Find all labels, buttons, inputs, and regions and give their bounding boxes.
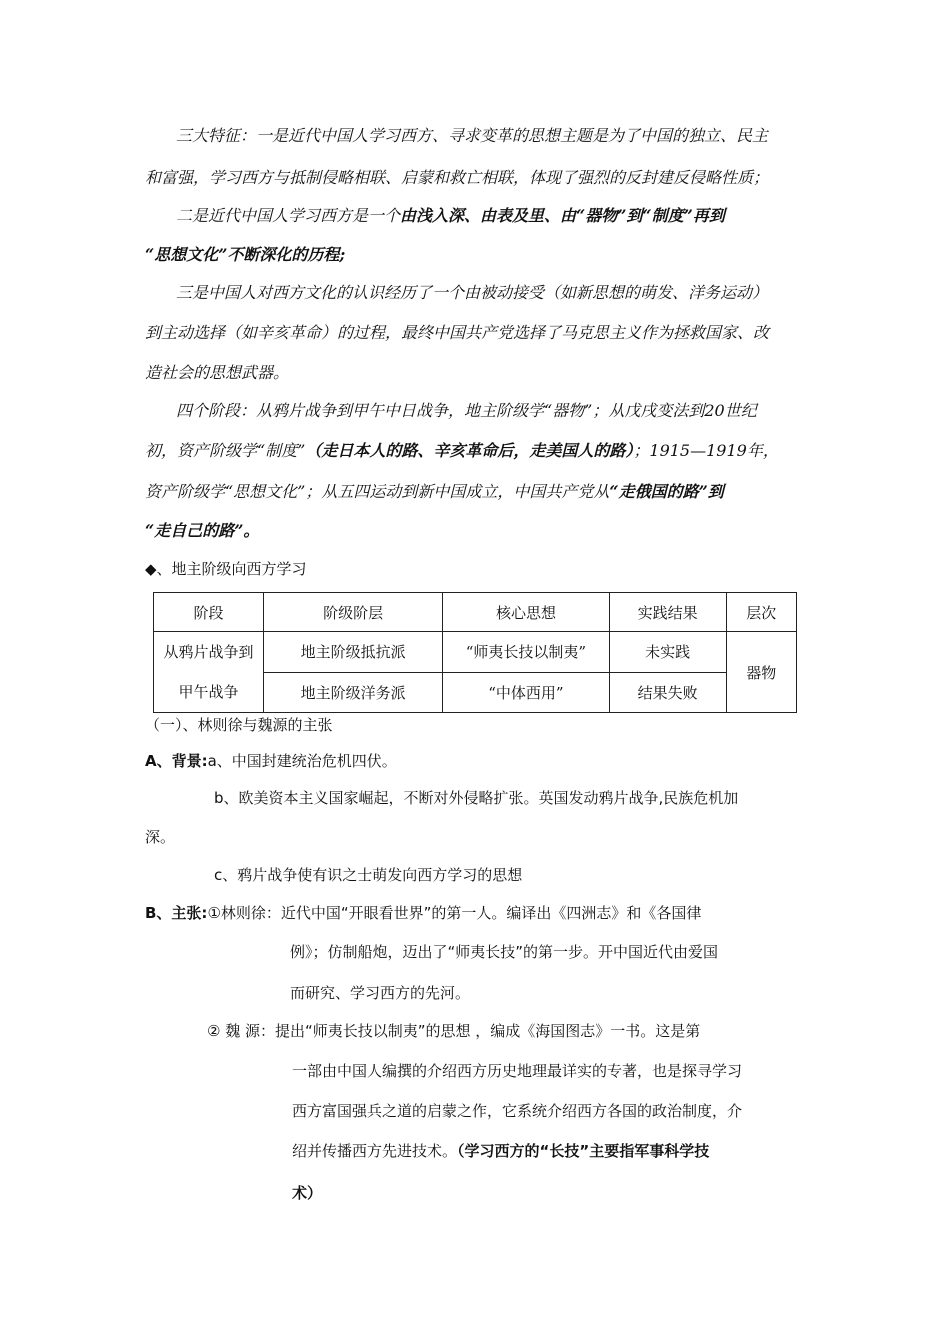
proposal-wei-line1: ② 魏 源：提出“师夷长技以制夷”的思想 ，编成《海国图志》一书。这是第: [207, 1022, 701, 1040]
table-cell: 地主阶级洋务派: [263, 672, 442, 713]
level-cell: 器物: [726, 632, 796, 713]
subheading: （一）、林则徐与魏源的主张: [145, 716, 333, 734]
para4-line2-tail: ；1915—1919年，: [633, 441, 779, 460]
background-b-line2: 深。: [145, 828, 176, 846]
proposal-wei-line2: 一部由中国人编撰的介绍西方历史地理最详实的专著，也是探寻学习: [292, 1062, 743, 1080]
para1-line1: 三大特征：一是近代中国人学习西方、寻求变革的思想主题是为了中国的独立、民主: [176, 126, 769, 145]
proposals-label: B、主张:: [145, 904, 208, 922]
para3-line3: 造社会的思想武器。: [145, 363, 290, 382]
table-cell: 未实践: [609, 632, 726, 673]
para2-line1: [176, 205, 725, 227]
background-label: A、背景:: [145, 752, 208, 770]
proposal-lin-line2: 例》；仿制船炮，迈出了“师夷长技”的第一步。开中国近代由爱国: [290, 943, 719, 961]
proposal-lin-text: ①林则徐：近代中国“开眼看世界”的第一人。编译出《四洲志》和《各国律: [207, 904, 702, 922]
background-c: c、鸦片战争使有识之士萌发向西方学习的思想: [214, 866, 523, 884]
para4-line2-emphasis: （走日本人的路、辛亥革命后，走美国人的路）: [305, 441, 634, 460]
table-row: [154, 632, 797, 673]
para2-line2: “思想文化”不断深化的历程;: [145, 245, 346, 264]
table-header-cell: 核心思想: [443, 593, 609, 632]
para3-line1: 三是中国人对西方文化的认识经历了一个由被动接受（如新思想的萌发、洋务运动）: [176, 283, 769, 302]
table-header-cell: 阶段: [154, 593, 264, 632]
table-cell: 结果失败: [609, 672, 726, 713]
para1-line2: 和富强，学习西方与抵制侵略相联、启蒙和救亡相联，体现了强烈的反封建反侵略性质；: [145, 168, 770, 187]
background-line-a: [145, 750, 397, 772]
stage-line1: 从鸦片战争到: [163, 643, 254, 661]
table-header-row: [154, 593, 797, 632]
table-cell: “师夷长技以制夷”: [443, 632, 609, 673]
table-header-cell: 层次: [726, 593, 796, 632]
proposal-wei-line4-emphasis: （学习西方的“长技”主要指军事科学技: [457, 1142, 710, 1160]
para4-line1: 四个阶段：从鸦片战争到甲午中日战争，地主阶级学“器物”；从戊戌变法到20世纪: [176, 401, 757, 420]
para4-line3: [145, 481, 724, 503]
para4-line4: “走自己的路”。: [145, 521, 260, 540]
para2-line1-emphasis: 由浅入深、由表及里、由“器物”到“制度”再到: [400, 206, 725, 225]
para2-line1-text: 二是近代中国人学习西方是一个: [176, 206, 401, 225]
section-heading: ◆、地主阶级向西方学习: [145, 560, 307, 578]
para4-line2-text: 初，资产阶级学“制度”: [145, 441, 306, 460]
proposal-wei-line5: 术）: [292, 1184, 323, 1202]
para3-line2: 到主动选择（如辛亥革命）的过程，最终中国共产党选择了马克思主义作为拯救国家、改: [145, 323, 770, 342]
table-cell: “中体西用”: [443, 672, 609, 713]
proposal-lin-line3: 而研究、学习西方的先河。: [290, 984, 471, 1002]
table-header-cell: 实践结果: [609, 593, 726, 632]
proposal-wei-line3: 西方富国强兵之道的启蒙之作，它系统介绍西方各国的政治制度，介: [292, 1102, 743, 1120]
background-b-line1: b、欧美资本主义国家崛起，不断对外侵略扩张。英国发动鸦片战争,民族危机加: [214, 789, 739, 807]
stage-line2: 甲午战争: [178, 683, 239, 701]
para4-line2: [145, 440, 779, 462]
stage-cell: [154, 632, 264, 713]
background-a: a、中国封建统治危机四伏。: [207, 752, 397, 770]
table-cell: 地主阶级抵抗派: [263, 632, 442, 673]
history-table: [153, 592, 797, 713]
table-header-cell: 阶级阶层: [263, 593, 442, 632]
para4-line3-text: 资产阶级学“思想文化”；从五四运动到新中国成立，中国共产党从: [145, 482, 610, 501]
para4-line3-emphasis: “走俄国的路”到: [609, 482, 724, 501]
proposal-lin-line1: [145, 902, 701, 924]
proposal-wei-line4: [292, 1140, 709, 1162]
proposal-wei-line4-text: 绍并传播西方先进技术。: [292, 1142, 458, 1160]
